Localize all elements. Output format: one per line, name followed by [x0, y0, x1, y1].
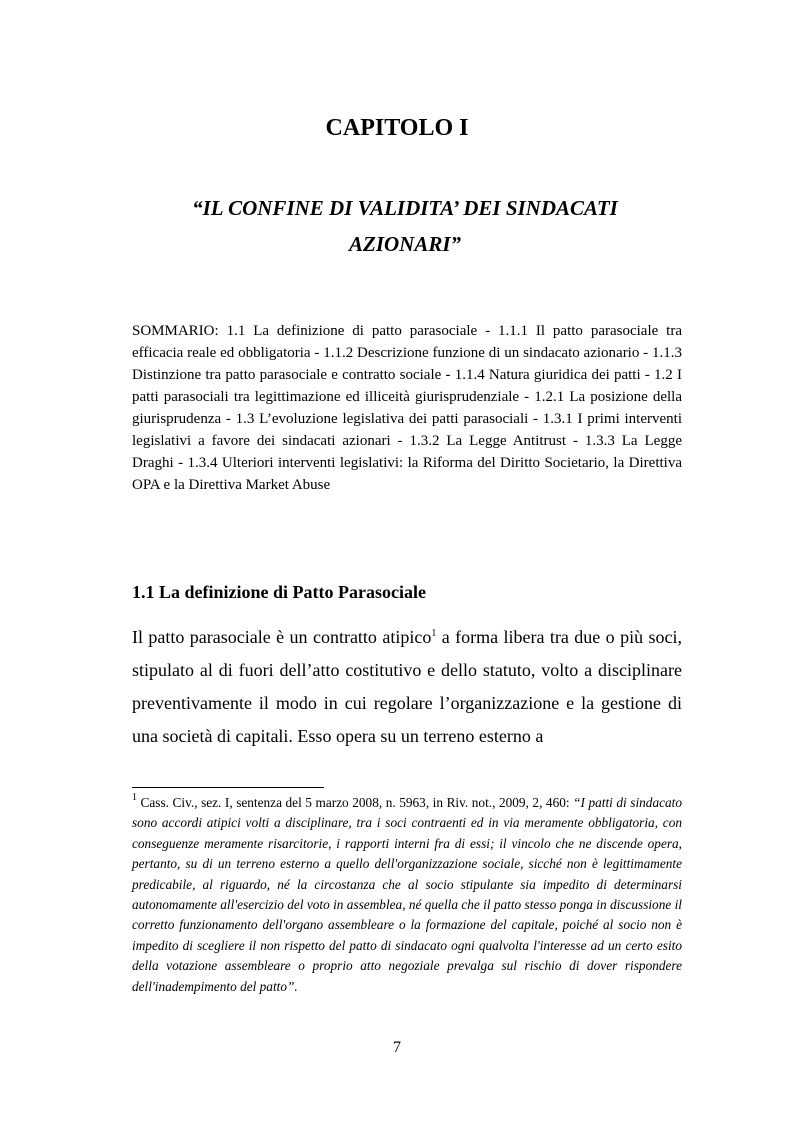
footnote-number: 1: [132, 792, 137, 803]
paragraph-text-end: a forma libera tra due o più soci, stipulato al di fuori dell’atto costitutivo e dello statuto, volto a disciplinare preventivamente il modo in cui regolare l’organizzazione e la gestione di una società di capitali. Esso opera su un terreno esterno a: [132, 627, 682, 746]
chapter-subtitle: “IL CONFINE DI VALIDITA’ DEI SINDACATI AZIONARI”: [192, 196, 618, 256]
footnote: [132, 793, 682, 997]
page-number: 7: [393, 1039, 401, 1056]
chapter-title: CAPITOLO I: [325, 115, 469, 141]
chapter-summary: SOMMARIO: 1.1 La definizione di patto parasociale - 1.1.1 Il patto parasociale tra efficacia reale ed obbligatoria - 1.1.2 Descrizione funzione di un sindacato azionario - 1.1.3 Distinzione tra patto parasociale e contratto sociale - 1.1.4 Natura giuridica dei patti - 1.2 I patti parasociali tra legittimazione ed illiceità giurisprudenziale - 1.2.1 La posizione della giurisprudenza - 1.3 L’evoluzione legislativa dei patti parasociali - 1.3.1 I primi interventi legislativi a favore dei sindacati azionari - 1.3.2 La Legge Antitrust - 1.3.3 La Legge Draghi - 1.3.4 Ulteriori interventi legislativi: la Riforma del Diritto Societario, la Direttiva OPA e la Direttiva Market Abuse: [132, 323, 682, 493]
footnote-citation: Cass. Civ., sez. I, sentenza del 5 marzo 2008, n. 5963, in Riv. not., 2009, 2, 460:: [137, 795, 574, 810]
body-paragraph: [132, 621, 682, 753]
section-heading: 1.1 La definizione di Patto Parasociale: [132, 582, 426, 602]
footnote-quote: “I patti di sindacato sono accordi atipici volti a disciplinare, tra i soci contraenti ed in via meramente obbligatoria, con conseguenze meramente risarcitorie, i rapporti interni fra di essi; il vincolo che ne discende opera, pertanto, su di un terreno esterno a quello dell'organizzazione sociale, sicché non è legittimamente predicabile, al riguardo, né la circostanza che al socio stipulante sia impedito di determinarsi autonomamente all'esercizio del voto in assemblea, né quella che il patto stesso ponga in discussione il corretto funzionamento dell'organo assembleare o la formazione del capitale, poiché al socio non è impedito di scegliere il non rispetto del patto di sindacato ogni qualvolta l'interesse ad un certo esito della votazione assembleare o proprio atto negoziale prevalga sul rischio di dover rispondere dell'inadempimento del patto”.: [132, 795, 683, 994]
paragraph-text-start: Il patto parasociale è un contratto atipico: [132, 627, 432, 647]
footnote-reference[interactable]: 1: [431, 628, 437, 639]
footnote-separator: [132, 787, 324, 788]
